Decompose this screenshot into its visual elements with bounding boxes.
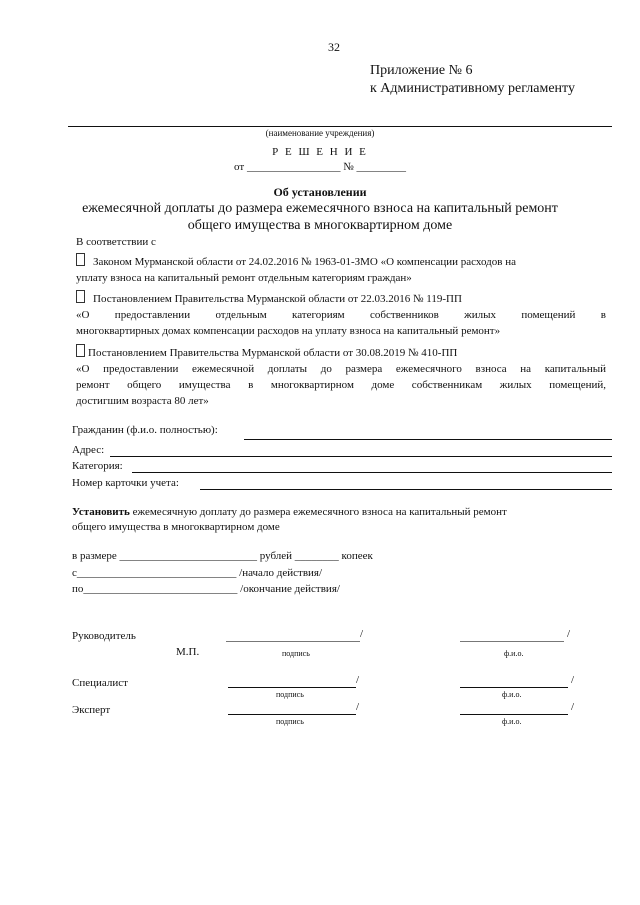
establish-line2: общего имущества в многоквартирном доме xyxy=(72,521,280,533)
specialist-name-slash: / xyxy=(571,674,575,686)
address-field[interactable] xyxy=(110,456,612,457)
start-date-line: с_____________________________ /начало действия/ xyxy=(72,567,323,579)
expert-name-slash: / xyxy=(571,701,575,713)
basis-119-line3: многоквартирных домах компенсации расходов на уплату взноса на капитальный ремонт» xyxy=(76,325,501,337)
institution-caption: (наименование учреждения) xyxy=(265,128,375,138)
appendix-line1: Приложение № 6 xyxy=(370,63,473,78)
appendix-header xyxy=(370,62,575,98)
stamp-label: М.П. xyxy=(176,646,200,658)
basis-intro: В соответствии с xyxy=(76,236,156,248)
address-label: Адрес: xyxy=(72,444,105,456)
card-number-field[interactable] xyxy=(200,489,612,490)
expert-label: Эксперт xyxy=(72,704,111,716)
amount-line: в размере _________________________ рублей ________ копеек xyxy=(72,550,373,562)
checkbox-icon[interactable] xyxy=(76,290,85,303)
head-signature-field[interactable] xyxy=(226,641,360,642)
checkbox-icon[interactable] xyxy=(76,344,85,357)
end-date-line: по____________________________ /окончание действия/ xyxy=(72,583,340,595)
specialist-signature-field[interactable] xyxy=(228,687,356,688)
citizen-field[interactable] xyxy=(244,439,612,440)
establish-rest: ежемесячную доплату до размера ежемесячного взноса на капитальный ремонт xyxy=(129,506,507,518)
checkbox-icon[interactable] xyxy=(76,253,85,266)
basis-119-line1: Постановлением Правительства Мурманской области от 22.03.2016 № 119-ПП xyxy=(93,293,462,305)
basis-410-line4: достигшим возраста 80 лет» xyxy=(76,395,209,407)
subject-heading: Об установлении xyxy=(273,185,367,199)
expert-signature-field[interactable] xyxy=(228,714,356,715)
specialist-label: Специалист xyxy=(72,677,128,689)
card-number-label: Номер карточки учета: xyxy=(72,477,179,489)
decision-title: Р Е Ш Е Н И Е xyxy=(272,146,368,158)
basis-item-decree-119 xyxy=(76,290,606,339)
specialist-name-field[interactable] xyxy=(460,687,568,688)
citizen-label: Гражданин (ф.и.о. полностью): xyxy=(72,424,218,436)
expert-name-field[interactable] xyxy=(460,714,568,715)
appendix-line2: к Административному регламенту xyxy=(370,81,575,96)
specialist-name-caption: ф.и.о. xyxy=(502,690,522,699)
establish-line1 xyxy=(72,506,507,518)
basis-item-law xyxy=(76,253,606,286)
institution-line xyxy=(68,126,612,127)
basis-law-line1: Законом Мурманской области от 24.02.2016 № 1963-01-ЗМО «О компенсации расходов на xyxy=(93,256,516,268)
establish-bold: Установить xyxy=(72,506,130,518)
basis-410-line1: Постановлением Правительства Мурманской области от 30.08.2019 № 410-ПП xyxy=(88,347,458,359)
basis-item-decree-410 xyxy=(76,344,606,409)
head-name-caption: ф.и.о. xyxy=(504,649,524,658)
specialist-slash: / xyxy=(356,674,360,686)
head-label: Руководитель xyxy=(72,630,136,642)
expert-signature-caption: подпись xyxy=(276,717,304,726)
expert-slash: / xyxy=(356,701,360,713)
subject-line2: общего имущества в многоквартирном доме xyxy=(187,218,453,233)
expert-name-caption: ф.и.о. xyxy=(502,717,522,726)
subject-line1: ежемесячной доплаты до размера ежемесячного взноса на капитальный ремонт xyxy=(82,201,558,216)
specialist-signature-caption: подпись xyxy=(276,690,304,699)
basis-410-line2: «О предоставлении ежемесячной доплаты до размера ежемесячного взноса на капитальный xyxy=(76,363,606,375)
head-name-slash: / xyxy=(567,628,571,640)
basis-410-line3: ремонт общего имущества в многоквартирном доме собственникам жилых помещений, xyxy=(76,379,606,391)
basis-119-line2: «О предоставлении отдельным категориям собственников жилых помещений в xyxy=(76,309,606,321)
decision-date-number: от _________________ № _________ xyxy=(234,161,406,173)
category-label: Категория: xyxy=(72,460,123,472)
page-number: 32 xyxy=(328,40,340,54)
head-signature-caption: подпись xyxy=(282,649,310,658)
category-field[interactable] xyxy=(132,472,612,473)
head-slash: / xyxy=(360,628,364,640)
basis-law-line2: уплату взноса на капитальный ремонт отдельным категориям граждан» xyxy=(76,272,412,284)
head-name-field[interactable] xyxy=(460,641,564,642)
